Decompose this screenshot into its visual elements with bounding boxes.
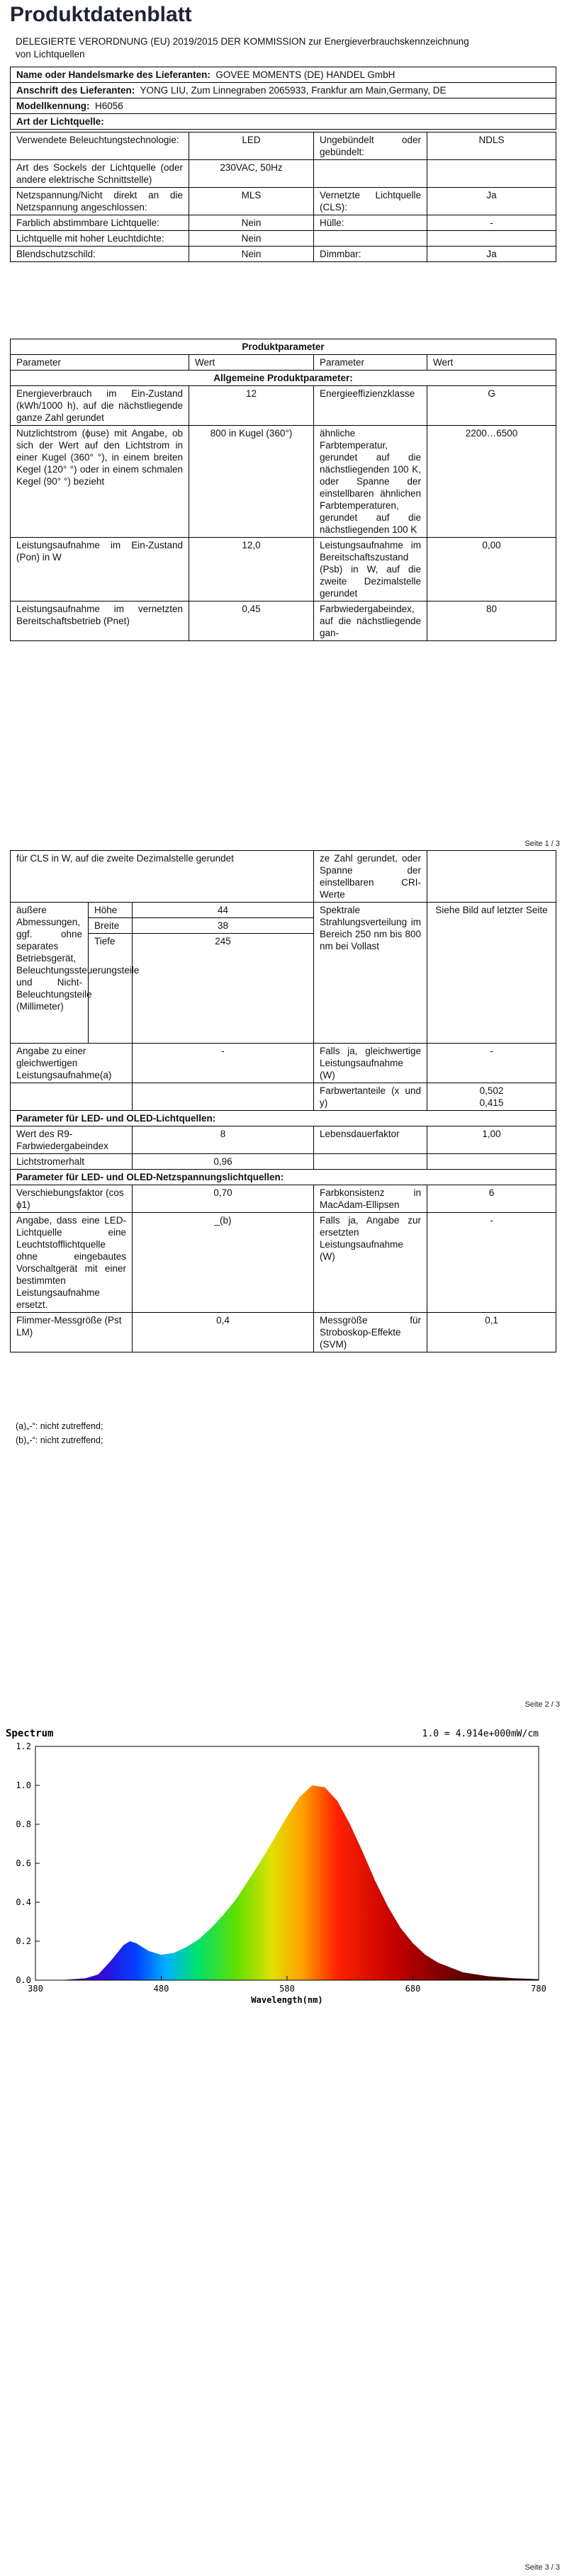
y-tick-label: 1.2 (16, 1741, 31, 1751)
param-label: Vernetzte Lichtquelle (CLS): (314, 188, 427, 215)
product-params-table (10, 339, 556, 641)
led-heading: Parameter für LED- und OLED-Lichtquellen: (11, 1111, 556, 1126)
product-param-row (11, 601, 556, 641)
param-value: Nein (189, 215, 314, 231)
param-label (314, 160, 427, 188)
chart-title: Spectrum (6, 1728, 54, 1739)
supplier-address-row: Anschrift des Lieferanten: YONG LIU, Zum Linnegraben 2065933, Frankfur am Main,Germany, DE (11, 83, 556, 98)
allgemeine-heading: Allgemeine Produktparameter: (11, 371, 556, 386)
param-value: 2200…6500 (427, 426, 556, 538)
supplier-name-row: Name oder Handelsmarke des Lieferanten: GOVEE MOMENTS (DE) HANDEL GmbH (11, 67, 556, 83)
param-value (427, 231, 556, 247)
page-1-footer: Seite 1 / 3 (524, 840, 560, 848)
x-tick-label: 780 (531, 1984, 546, 1994)
param-label: ähnliche Farbtemperatur, gerundet auf die nächstliegenden 100 K, oder Spanne der einstellbaren ähnlichen Farbtemperaturen, gerundet auf die nächstliegenden 100 K (314, 426, 427, 538)
light-source-row (11, 231, 556, 247)
farbwert-value: 0,502 0,415 (427, 1083, 556, 1111)
param-label: Energieeffizienzklasse (314, 386, 427, 426)
x-tick-label: 680 (405, 1984, 421, 1994)
dim-tiefe-label: Tiefe (89, 934, 133, 1044)
farbwert-label: Farbwertanteile (x und y) (314, 1083, 427, 1111)
flicker-value: 0,4 (133, 1313, 314, 1352)
y-tick-label: 0.0 (16, 1975, 31, 1985)
param-value: Ja (427, 188, 556, 215)
page-title: Produktdatenblatt (10, 3, 192, 26)
replacement-value: _(b) (133, 1213, 314, 1313)
equiv-value: - (133, 1044, 314, 1083)
param-label: Netzspannung/Nicht direkt an die Netzspannung angeschlossen: (11, 188, 189, 215)
param-label: Art des Sockels der Lichtquelle (oder andere elektrische Schnittstelle) (11, 160, 189, 188)
param-label: Leistungsaufnahme im Bereitschaftszustand (Psb) in W, auf die zweite Dezimalstelle gerundet (314, 538, 427, 601)
y-tick-label: 0.6 (16, 1858, 31, 1868)
param-value: Nein (189, 231, 314, 247)
page-2-footer: Seite 2 / 3 (524, 1700, 560, 1709)
replaced-power-label: Falls ja, Angabe zur ersetzten Leistungsaufnahme (W) (314, 1213, 427, 1313)
x-tick-label: 380 (28, 1984, 43, 1994)
col-parameter-1: Parameter (11, 355, 189, 371)
x-tick-label: 480 (153, 1984, 169, 1994)
x-axis-label: Wavelength(nm) (251, 1995, 323, 2005)
r9-label: Wert des R9-Farbwiedergabeindex (11, 1126, 133, 1154)
y-tick-label: 1.0 (16, 1780, 31, 1790)
cosphi-label: Verschiebungsfaktor (cos ϕ1) (11, 1185, 133, 1213)
mains-heading: Parameter für LED- und OLED-Netzspannungslichtquellen: (11, 1170, 556, 1185)
lifetime-label: Lebensdauerfaktor (314, 1126, 427, 1154)
y-tick-label: 0.8 (16, 1819, 31, 1829)
param-label: Leistungsaufnahme im vernetzten Bereitschaftsbetrieb (Pnet) (11, 601, 189, 641)
spectral-value: Siehe Bild auf letzter Seite (427, 903, 556, 1044)
param-label: Nutzlichtstrom (ϕuse) mit Angabe, ob sich der Wert auf den Lichtstrom in einer Kugel (360° °), in einem breiten Kegel (120° °) oder in einem schmalen Kegel (90° °) bezieht (11, 426, 189, 538)
lumen-maint-label: Lichtstromerhalt (11, 1154, 133, 1170)
replaced-power-value: - (427, 1213, 556, 1313)
flicker-label: Flimmer-Messgröße (Pst LM) (11, 1313, 133, 1352)
light-source-row (11, 247, 556, 262)
svm-label: Messgröße für Stroboskop-Effekte (SVM) (314, 1313, 427, 1352)
col-wert-2: Wert (427, 355, 556, 371)
col-wert-1: Wert (189, 355, 314, 371)
dimensions-label: äußere Abmessungen, ggf. ohne separates Betriebsgerät, Beleuchtungssteuerungsteile und Nicht-Beleuchtungsteile (Millimeter) (11, 903, 89, 1044)
param-label: Energieverbrauch im Ein-Zustand (kWh/1000 h), auf die nächstliegende ganze Zahl gerundet (11, 386, 189, 426)
param-label: Farblich abstimmbare Lichtquelle: (11, 215, 189, 231)
param-label: Blendschutzschild: (11, 247, 189, 262)
light-source-row (11, 215, 556, 231)
dim-hoehe-value: 44 (133, 903, 314, 918)
param-value: - (427, 215, 556, 231)
param-value: 230VAC, 50Hz (189, 160, 314, 188)
param-label (314, 231, 427, 247)
replacement-label: Angabe, dass eine LED-Lichtquelle eine Leuchtstofflichtquelle ohne eingebautes Vorschaltgerät mit einer bestimmten Leistungsaufnahme ersetzt. (11, 1213, 133, 1313)
cosphi-value: 0,70 (133, 1185, 314, 1213)
x-tick-label: 580 (279, 1984, 295, 1994)
macadam-label: Farbkonsistenz in MacAdam-Ellipsen (314, 1185, 427, 1213)
param-value: LED (189, 132, 314, 160)
lumen-maint-value: 0,96 (133, 1154, 314, 1170)
produktparameter-heading: Produktparameter (11, 339, 556, 355)
light-source-row (11, 188, 556, 215)
param-label: Farbwiedergabeindex, auf die nächstliegende gan- (314, 601, 427, 641)
param-value (427, 160, 556, 188)
lifetime-value: 1,00 (427, 1126, 556, 1154)
page-2-table (10, 850, 556, 1352)
light-source-row (11, 160, 556, 188)
param-value: 80 (427, 601, 556, 641)
model-row: Modellkennung: H6056 (11, 98, 556, 114)
light-source-heading: Art der Lichtquelle: (11, 114, 556, 130)
param-label: Leistungsaufnahme im Ein-Zustand (Pon) in W (11, 538, 189, 601)
dim-tiefe-value: 245 (133, 934, 314, 1044)
param-value: 0,45 (189, 601, 314, 641)
chart-annotation: 1.0 = 4.914e+000mW/cm (422, 1729, 539, 1739)
product-param-row (11, 386, 556, 426)
param-value: 0,00 (427, 538, 556, 601)
param-value: 12 (189, 386, 314, 426)
supplier-table (10, 67, 556, 130)
param-value: 800 in Kugel (360°) (189, 426, 314, 538)
spectral-label: Spektrale Strahlungsverteilung im Bereich 250 nm bis 800 nm bei Vollast (314, 903, 427, 1044)
dim-hoehe-label: Höhe (89, 903, 133, 918)
cri-continued: ze Zahl gerundet, oder Spanne der einstellbaren CRI-Werte (314, 851, 427, 903)
dim-breite-label: Breite (89, 918, 133, 934)
equiv-power-value: - (427, 1044, 556, 1083)
col-parameter-2: Parameter (314, 355, 427, 371)
equiv-label: Angabe zu einer gleichwertigen Leistungsaufnahme(a) (11, 1044, 133, 1083)
product-param-row (11, 426, 556, 538)
param-label: Lichtquelle mit hoher Leuchtdichte: (11, 231, 189, 247)
param-value: Ja (427, 247, 556, 262)
r9-value: 8 (133, 1126, 314, 1154)
y-tick-label: 0.2 (16, 1936, 31, 1946)
param-value: NDLS (427, 132, 556, 160)
dim-breite-value: 38 (133, 918, 314, 934)
cls-standby-continued: für CLS in W, auf die zweite Dezimalstelle gerundet (11, 851, 314, 903)
y-tick-label: 0.4 (16, 1897, 31, 1907)
footnote-b: (b)„-“: nicht zutreffend; (16, 1435, 103, 1445)
param-label: Dimmbar: (314, 247, 427, 262)
param-label: Verwendete Beleuchtungstechnologie: (11, 132, 189, 160)
macadam-value: 6 (427, 1185, 556, 1213)
param-value: 12,0 (189, 538, 314, 601)
param-label: Hülle: (314, 215, 427, 231)
param-value: Nein (189, 247, 314, 262)
svm-value: 0,1 (427, 1313, 556, 1352)
param-label: Ungebündelt oder gebündelt: (314, 132, 427, 160)
spectrum-chart (0, 1718, 567, 2009)
light-source-row (11, 132, 556, 160)
param-value: G (427, 386, 556, 426)
page-3-footer: Seite 3 / 3 (524, 2563, 560, 2572)
equiv-power-label: Falls ja, gleichwertige Leistungsaufnahme (W) (314, 1044, 427, 1083)
light-source-table (10, 132, 556, 262)
product-param-row (11, 538, 556, 601)
param-value: MLS (189, 188, 314, 215)
footnote-a: (a)„-“: nicht zutreffend; (16, 1421, 103, 1431)
regulation-text: DELEGIERTE VERORDNUNG (EU) 2019/2015 DER KOMMISSION zur Energieverbrauchskennzeichnung von Lichtquellen (16, 36, 469, 60)
